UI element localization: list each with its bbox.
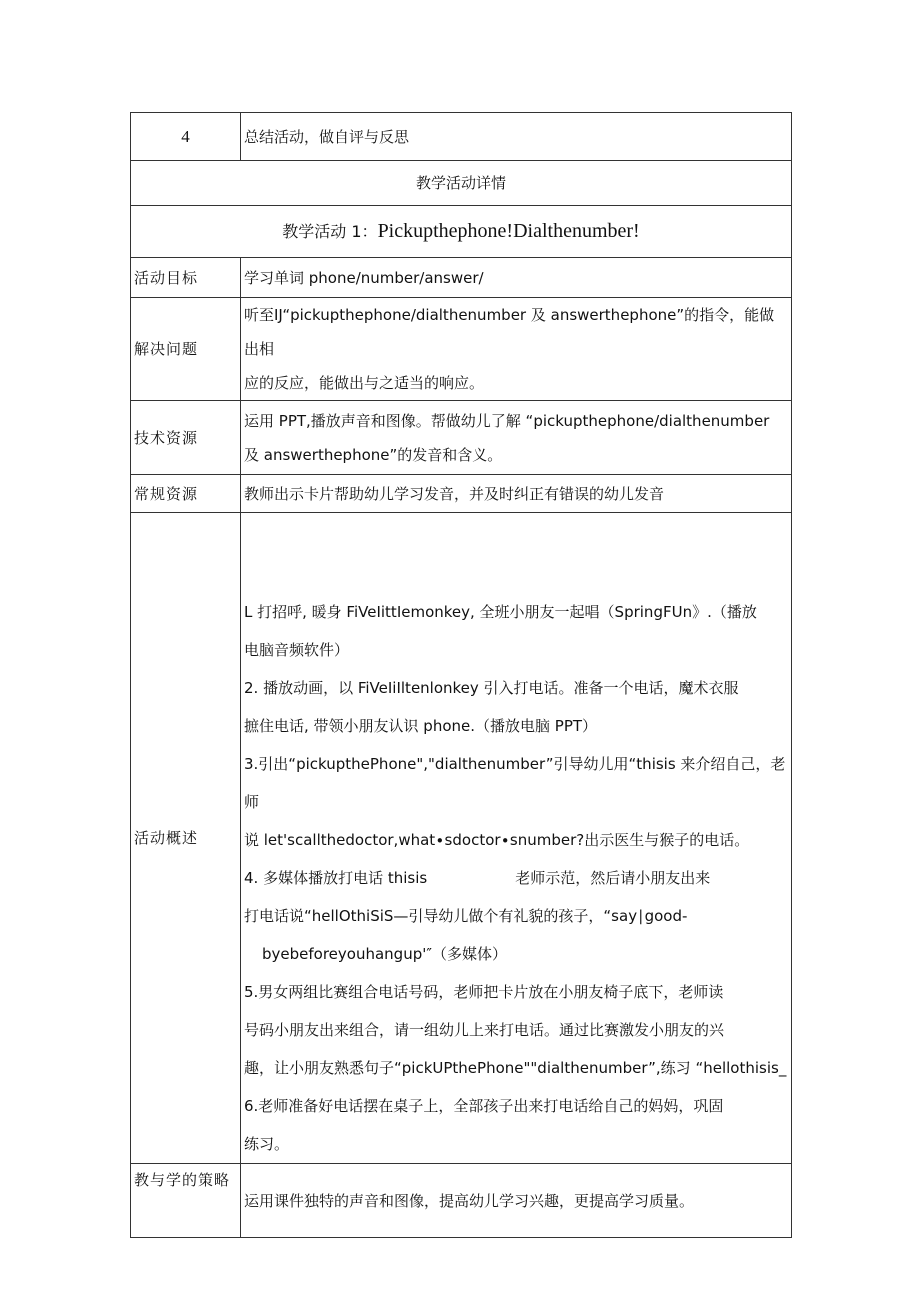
problem-line: 听至IJ“pickupthephone/dialthenumber 及 answerthephone”的指令，能做出相: [244, 306, 775, 358]
tech-label: 技术资源: [131, 401, 241, 475]
overview-text: [241, 513, 792, 1164]
strategy-label: 教与学的策略: [131, 1164, 241, 1238]
activity-title-row: [131, 206, 792, 258]
overview-line: 练习。: [244, 1135, 290, 1153]
goal-label: 活动目标: [131, 258, 241, 298]
tech-text: [241, 401, 792, 475]
overview-line: 3.引出“pickupthePhone","dialthenumber”引导幼儿用“thisis 来介绍自己，老师: [244, 755, 786, 811]
overview-line: 趣，让小朋友熟悉句子“pickUPthePhone""dialthenumber”,练习 “hellothisis_: [244, 1059, 787, 1077]
overview-line-4a: 4. 多媒体播放打电话 thisis: [244, 869, 428, 887]
overview-row: [131, 513, 792, 1164]
overview-line: 打电话说“hellOthiSiS—引导幼儿做个有礼貌的孩子，“say∣good-: [244, 907, 688, 925]
overview-line: 摭住电话, 带领小朋友认识 phone.（播放电脑 PPT）: [244, 717, 598, 735]
problem-text: [241, 298, 792, 401]
overview-line: 说 let'scallthedoctor,what∙sdoctor∙snumber?出示医生与猴子的电话。: [244, 831, 750, 849]
tech-row: [131, 401, 792, 475]
overview-line: 号码小朋友出来组合，请一组幼儿上来打电话。通过比赛激发小朋友的兴: [244, 1021, 725, 1039]
tech-line: 及 answerthephone”的发音和含义。: [244, 445, 503, 464]
tech-line: 运用 PPT,播放声音和图像。帮做幼儿了解 “pickupthephone/dialthenumber: [244, 411, 770, 430]
routine-row: [131, 475, 792, 513]
routine-label: 常规资源: [131, 475, 241, 513]
goal-text: 学习单词 phone/number∕answer∕: [241, 258, 792, 298]
problem-line: 应的反应，能做出与之适当的响应。: [244, 374, 485, 392]
overview-line-4: [244, 859, 788, 897]
step-text: 总结活动，做自评与反思: [241, 113, 792, 161]
overview-line: 2. 播放动画，以 FiVeIiIltenlonkey 引入打电话。准备一个电话，魔术衣服: [244, 679, 739, 697]
activity-title-prefix: 教学活动 1：: [282, 222, 378, 241]
overview-line: 5.男女两组比赛组合电话号码，老师把卡片放在小朋友椅子底下，老师读: [244, 983, 724, 1001]
strategy-row: [131, 1164, 792, 1238]
step-row: [131, 113, 792, 161]
overview-line: byebeforeyouhangup'″（多媒体）: [262, 945, 507, 963]
document-table-wrapper: [130, 112, 791, 1238]
overview-line: 电脑音频软件）: [244, 641, 350, 659]
routine-text: 教师出示卡片帮助幼儿学习发音，并及时纠正有错误的幼儿发音: [241, 475, 792, 513]
section-header: 教学活动详情: [131, 161, 792, 206]
problem-row: [131, 298, 792, 401]
lesson-plan-table: [130, 112, 792, 1238]
step-number: 4: [131, 113, 241, 161]
overview-line: L 打招呼, 暖身 FiVeIittIemonkey, 全班小朋友一起唱（SpringFUn》.（播放: [244, 603, 757, 621]
overview-line-4b: 老师示范，然后请小朋友出来: [515, 869, 711, 887]
activity-title: [131, 206, 792, 258]
activity-title-name: Pickupthephone!Dialthenumber!: [377, 220, 640, 242]
section-header-row: [131, 161, 792, 206]
strategy-text: 运用课件独特的声音和图像，提高幼儿学习兴趣，更提高学习质量。: [241, 1164, 792, 1238]
problem-label: 解决问题: [131, 298, 241, 401]
goal-row: [131, 258, 792, 298]
overview-label: 活动概述: [131, 513, 241, 1164]
overview-line: 6.老师准备好电话摆在桌子上，全部孩子出来打电话给自己的妈妈，巩固: [244, 1097, 724, 1115]
